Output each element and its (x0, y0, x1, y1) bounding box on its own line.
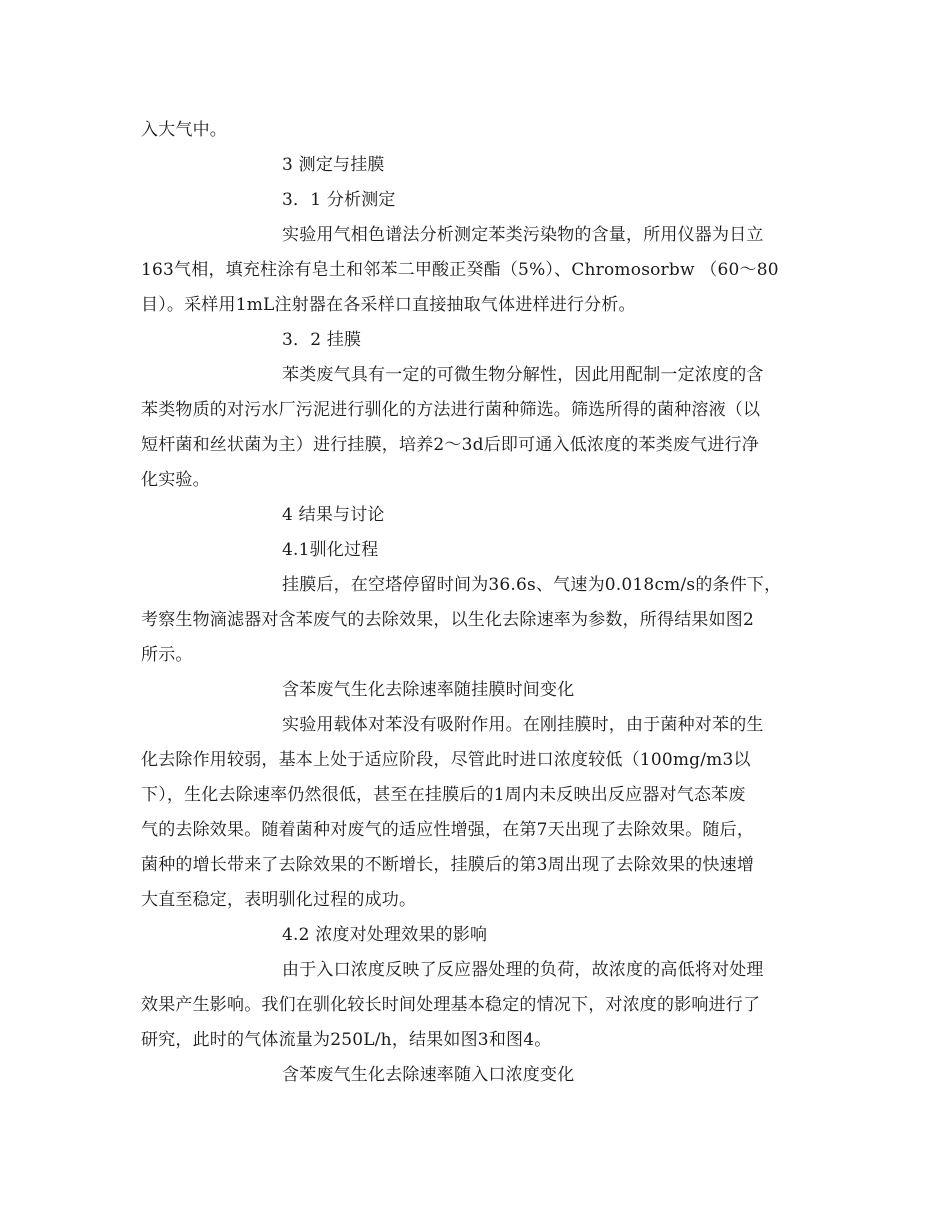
paragraph-line: 163气相，填充柱涂有皂土和邻苯二甲酸正癸酯（5%）、Chromosorbw （60～80 (141, 260, 779, 280)
paragraph-line: 大直至稳定，表明驯化过程的成功。 (141, 890, 417, 910)
section-heading-4: 4 结果与讨论 (282, 505, 385, 525)
figure-caption: 含苯废气生化去除速率随入口浓度变化 (282, 1065, 575, 1085)
paragraph-line: 效果产生影响。我们在驯化较长时间处理基本稳定的情况下，对浓度的影响进行了 (141, 995, 761, 1015)
paragraph-line: 目）。采样用1mL注射器在各采样口直接抽取气体进样进行分析。 (141, 295, 636, 315)
subsection-heading-4-2: 4.2 浓度对处理效果的影响 (282, 925, 488, 945)
subsection-heading-3-1: 3．1 分析测定 (282, 190, 396, 210)
paragraph-line: 实验用载体对苯没有吸附作用。在刚挂膜时，由于菌种对苯的生 (282, 715, 764, 735)
paragraph-line: 实验用气相色谱法分析测定苯类污染物的含量，所用仪器为日立 (282, 225, 764, 245)
paragraph-line: 考察生物滴滤器对含苯废气的去除效果，以生化去除速率为参数，所得结果如图2 (141, 610, 755, 630)
figure-caption: 含苯废气生化去除速率随挂膜时间变化 (282, 680, 575, 700)
subsection-heading-4-1: 4.1驯化过程 (282, 540, 379, 560)
section-heading-3: 3 测定与挂膜 (282, 155, 385, 175)
paragraph-line: 入大气中。 (141, 120, 227, 140)
paragraph-line: 菌种的增长带来了去除效果的不断增长，挂膜后的第3周出现了去除效果的快速增 (141, 855, 755, 875)
paragraph-line: 研究，此时的气体流量为250L/h，结果如图3和图4。 (141, 1030, 552, 1050)
paragraph-line: 挂膜后，在空塔停留时间为36.6s、气速为0.018cm/s的条件下， (282, 575, 782, 595)
paragraph-line: 短杆菌和丝状菌为主）进行挂膜，培养2～3d后即可通入低浓度的苯类废气进行净 (141, 435, 759, 455)
paragraph-line: 苯类废气具有一定的可微生物分解性，因此用配制一定浓度的含 (282, 365, 764, 385)
paragraph-line: 化去除作用较弱，基本上处于适应阶段，尽管此时进口浓度较低（100mg/m3以 (141, 750, 751, 770)
paragraph-line: 气的去除效果。随着菌种对废气的适应性增强，在第7天出现了去除效果。随后， (141, 820, 755, 840)
paragraph-line: 下），生化去除速率仍然很低，甚至在挂膜后的1周内未反映出反应器对气态苯废 (141, 785, 746, 805)
paragraph-line: 苯类物质的对污水厂污泥进行驯化的方法进行菌种筛选。筛选所得的菌种溶液（以 (141, 400, 761, 420)
paragraph-line: 由于入口浓度反映了反应器处理的负荷，故浓度的高低将对处理 (282, 960, 764, 980)
paragraph-line: 化实验。 (141, 470, 210, 490)
paragraph-line: 所示。 (141, 645, 193, 665)
subsection-heading-3-2: 3．2 挂膜 (282, 330, 362, 350)
